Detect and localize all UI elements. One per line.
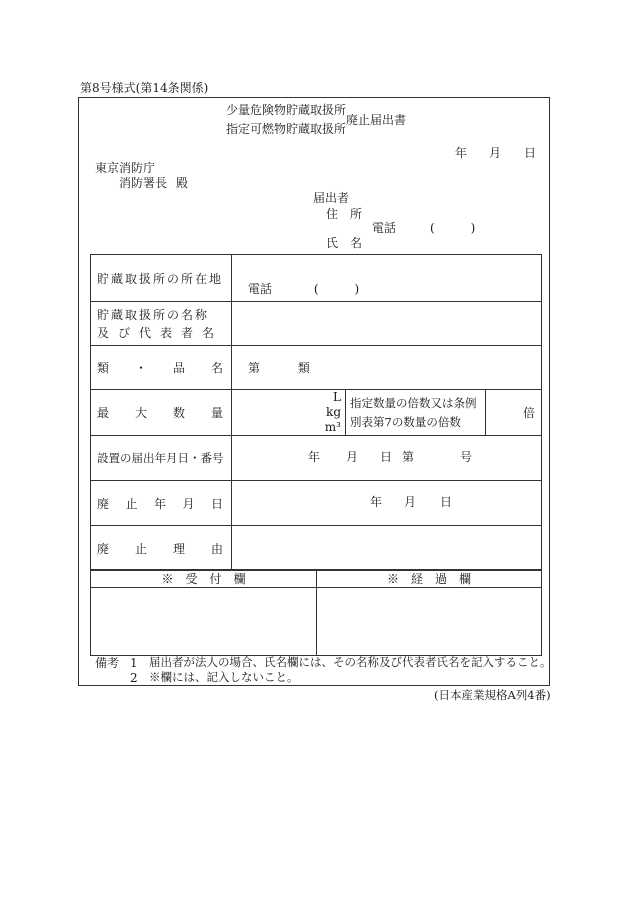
abolish-date-label	[91, 481, 232, 526]
office-use-table	[90, 569, 542, 656]
abolish-date-field[interactable]	[232, 481, 542, 526]
install-year: 年	[308, 450, 321, 464]
class-field[interactable]	[232, 346, 542, 390]
addressee-title: 消防署長	[119, 176, 168, 190]
install-label: 設置の届出年月日・番号	[91, 436, 232, 481]
multiple-label-2: 別表第7の数量の倍数	[350, 414, 461, 429]
notes-heading: 備考	[95, 656, 120, 670]
abolish-reason-label-char: 廃	[97, 541, 110, 556]
date-month-label: 月	[489, 146, 502, 160]
install-day: 日	[380, 450, 393, 464]
class-label	[91, 346, 232, 390]
abolish-date-row	[91, 481, 542, 526]
install-row	[91, 436, 542, 481]
max-qty-label-char: 大	[134, 406, 147, 420]
class-row	[91, 346, 542, 390]
abolish-date-label-char: 月	[182, 496, 195, 511]
abolish-date-label-char: 年	[153, 496, 166, 511]
notifier-phone-label: 電話	[372, 221, 397, 235]
progress-box	[317, 588, 542, 656]
class-label-char: ・	[134, 361, 147, 375]
multiple-field[interactable]	[486, 390, 542, 436]
location-phone-parens: ( )	[313, 282, 360, 296]
notifier-address-label: 住 所	[326, 207, 363, 221]
location-label: 貯蔵取扱所の所在地	[91, 255, 232, 302]
progress-header: ※ 経 過 欄	[317, 570, 542, 588]
max-qty-label-char: 数	[172, 406, 185, 420]
abolish-reason-label-char: 止	[134, 541, 147, 556]
note-1-text: 届出者が法人の場合、氏名欄には、その名称及び代表者氏名を記入すること。	[149, 655, 552, 669]
reception-header: ※ 受 付 欄	[91, 570, 317, 588]
class-value-suffix: 類	[297, 361, 310, 375]
multiple-label	[346, 390, 486, 436]
class-label-char: 品	[172, 361, 185, 375]
name-rep-field[interactable]	[232, 302, 542, 346]
abolish-reason-field[interactable]	[232, 526, 542, 571]
class-value-prefix: 第	[248, 361, 261, 375]
name-rep-label-2: 及び代表者名	[97, 325, 224, 340]
addressee-org: 東京消防庁	[95, 161, 156, 175]
max-qty-label	[91, 390, 232, 436]
class-label-char: 類	[97, 361, 110, 375]
max-qty-label-char: 最	[97, 406, 110, 420]
location-row	[91, 255, 542, 302]
class-label-char: 名	[210, 361, 223, 375]
install-number-prefix: 第	[402, 450, 415, 464]
note-1-number: 1	[130, 656, 138, 670]
title-line-1: 少量危険物貯蔵取扱所	[226, 103, 347, 117]
main-table	[90, 254, 542, 571]
abolish-reason-label-char: 由	[210, 541, 223, 556]
multiple-unit: 倍	[523, 406, 536, 420]
name-rep-label-1: 貯蔵取扱所の名称	[97, 307, 210, 322]
install-field[interactable]	[232, 436, 542, 481]
max-qty-label-char: 量	[210, 406, 223, 420]
abolish-reason-label	[91, 526, 232, 571]
max-qty-field[interactable]	[232, 390, 346, 436]
abolish-date-label-char: 廃	[97, 496, 110, 511]
name-rep-label	[91, 302, 232, 346]
install-month: 月	[346, 450, 359, 464]
unit-kilogram: kg	[326, 405, 341, 419]
note-2-number: 2	[130, 671, 138, 685]
abolish-day: 日	[440, 495, 453, 509]
note-2-text: ※欄には、記入しないこと。	[149, 670, 299, 684]
abolish-reason-row	[91, 526, 542, 571]
abolish-date-label-char: 日	[210, 496, 223, 511]
date-day-label: 日	[524, 146, 537, 160]
notifier-label: 届出者	[313, 191, 350, 205]
abolish-reason-label-char: 理	[172, 541, 185, 556]
addressee-honorific: 殿	[176, 176, 189, 190]
form-number: 第8号様式(第14条関係)	[80, 81, 209, 95]
title-suffix: 廃止届出書	[346, 113, 407, 127]
unit-liter: L	[333, 390, 341, 404]
paper-standard: (日本産業規格A列4番)	[434, 688, 551, 702]
max-qty-row	[91, 390, 542, 436]
abolish-month: 月	[404, 495, 417, 509]
location-phone-label: 電話	[248, 282, 273, 296]
name-rep-row	[91, 302, 542, 346]
multiple-label-1: 指定数量の倍数又は条例	[350, 396, 477, 411]
notifier-name-label: 氏 名	[326, 236, 363, 250]
abolish-date-label-char: 止	[125, 496, 138, 511]
reception-box	[91, 588, 317, 656]
install-number-suffix: 号	[460, 450, 473, 464]
date-year-label: 年	[455, 146, 468, 160]
title-line-2: 指定可燃物貯蔵取扱所	[226, 122, 347, 136]
unit-cubic-meter: m³	[324, 420, 341, 434]
notifier-phone-parens: ( )	[430, 221, 476, 235]
abolish-year: 年	[370, 495, 383, 509]
location-field[interactable]	[232, 255, 542, 302]
